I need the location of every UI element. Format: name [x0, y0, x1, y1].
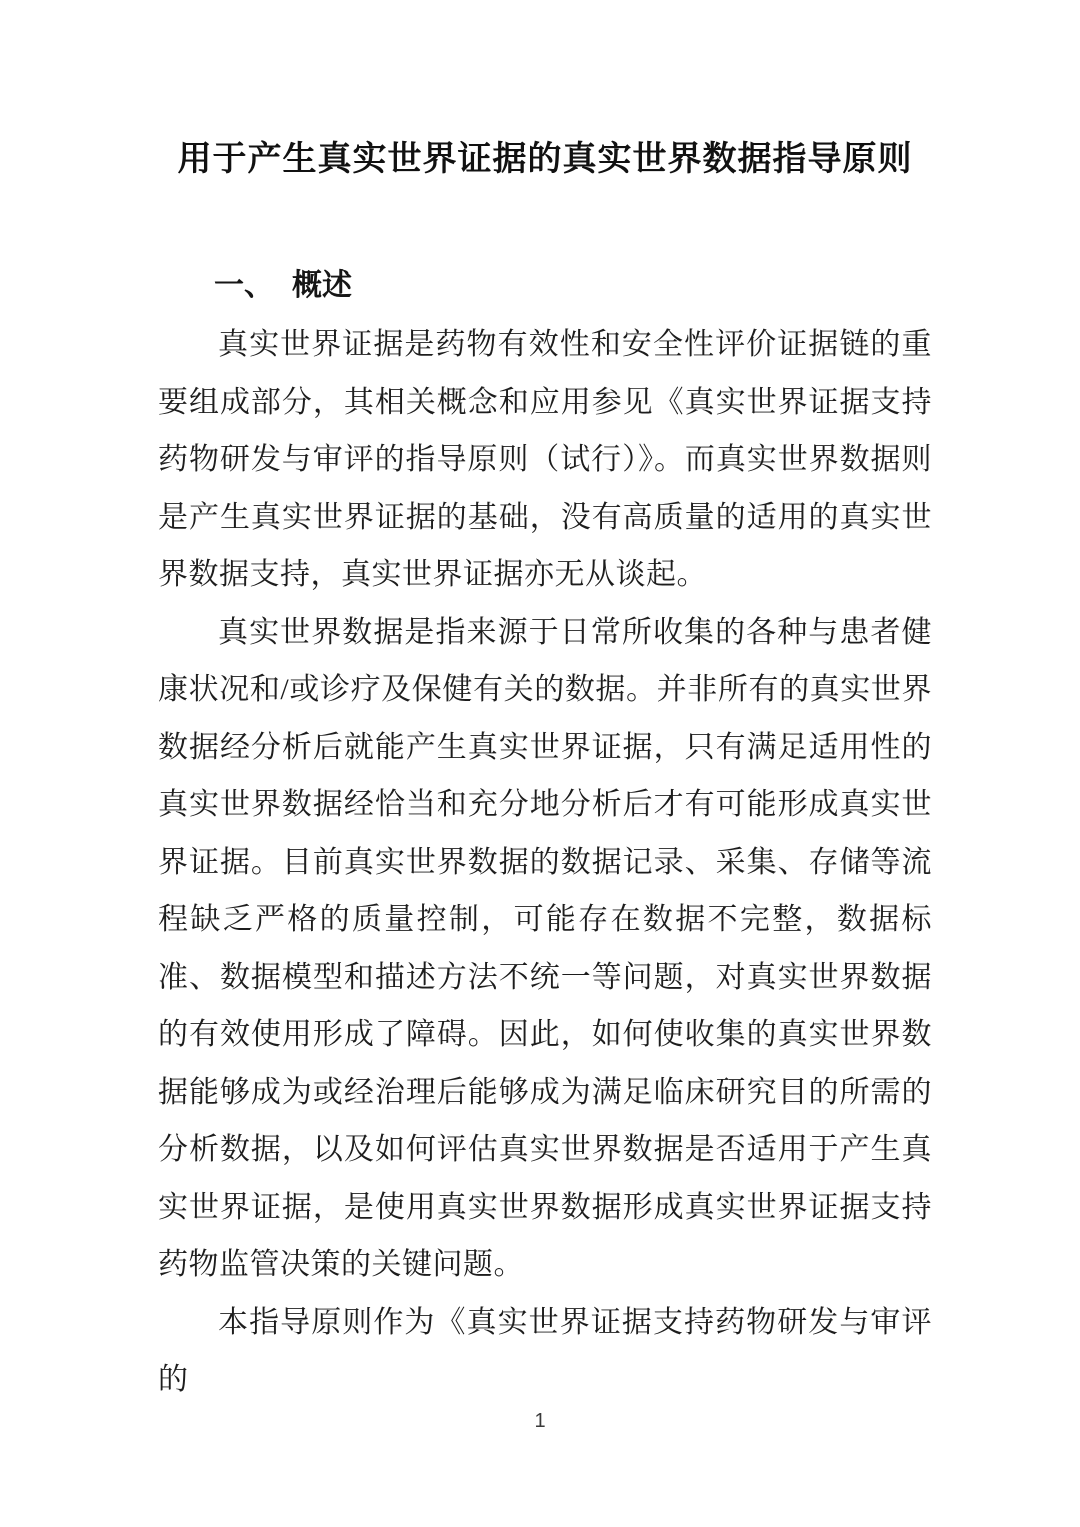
document-body: [158, 316, 932, 1409]
paragraph-overview-1: 真实世界证据是药物有效性和安全性评价证据链的重要组成部分，其相关概念和应用参见《真实世界证据支持药物研发与审评的指导原则（试行）》。而真实世界数据则是产生真实世界证据的基础，没有高质量的适用的真实世界数据支持，真实世界证据亦无从谈起。: [158, 328, 932, 591]
document-title: 用于产生真实世界证据的真实世界数据指导原则: [177, 141, 913, 178]
section-heading: [214, 268, 932, 304]
paragraph-overview-2: 真实世界数据是指来源于日常所收集的各种与患者健康状况和/或诊疗及保健有关的数据。并非所有的真实世界数据经分析后就能产生真实世界证据，只有满足适用性的真实世界数据经恰当和充分地分析后才有可能形成真实世界证据。目前真实世界数据的数据记录、采集、存储等流程缺乏严格的质量控制，可能存在数据不完整，数据标准、数据模型和描述方法不统一等问题，对真实世界数据的有效使用形成了障碍。因此，如何使收集的真实世界数据能够成为或经治理后能够成为满足临床研究目的所需的分析数据，以及如何评估真实世界数据是否适用于产生真实世界证据，是使用真实世界数据形成真实世界证据支持药物监管决策的关键问题。: [158, 615, 932, 1281]
paragraph-overview-3: 本指导原则作为《真实世界证据支持药物研发与审评的: [158, 1305, 932, 1396]
section-title: 概述: [292, 269, 352, 302]
page-number: 1: [534, 1410, 546, 1432]
section-number: 一、: [214, 269, 274, 302]
